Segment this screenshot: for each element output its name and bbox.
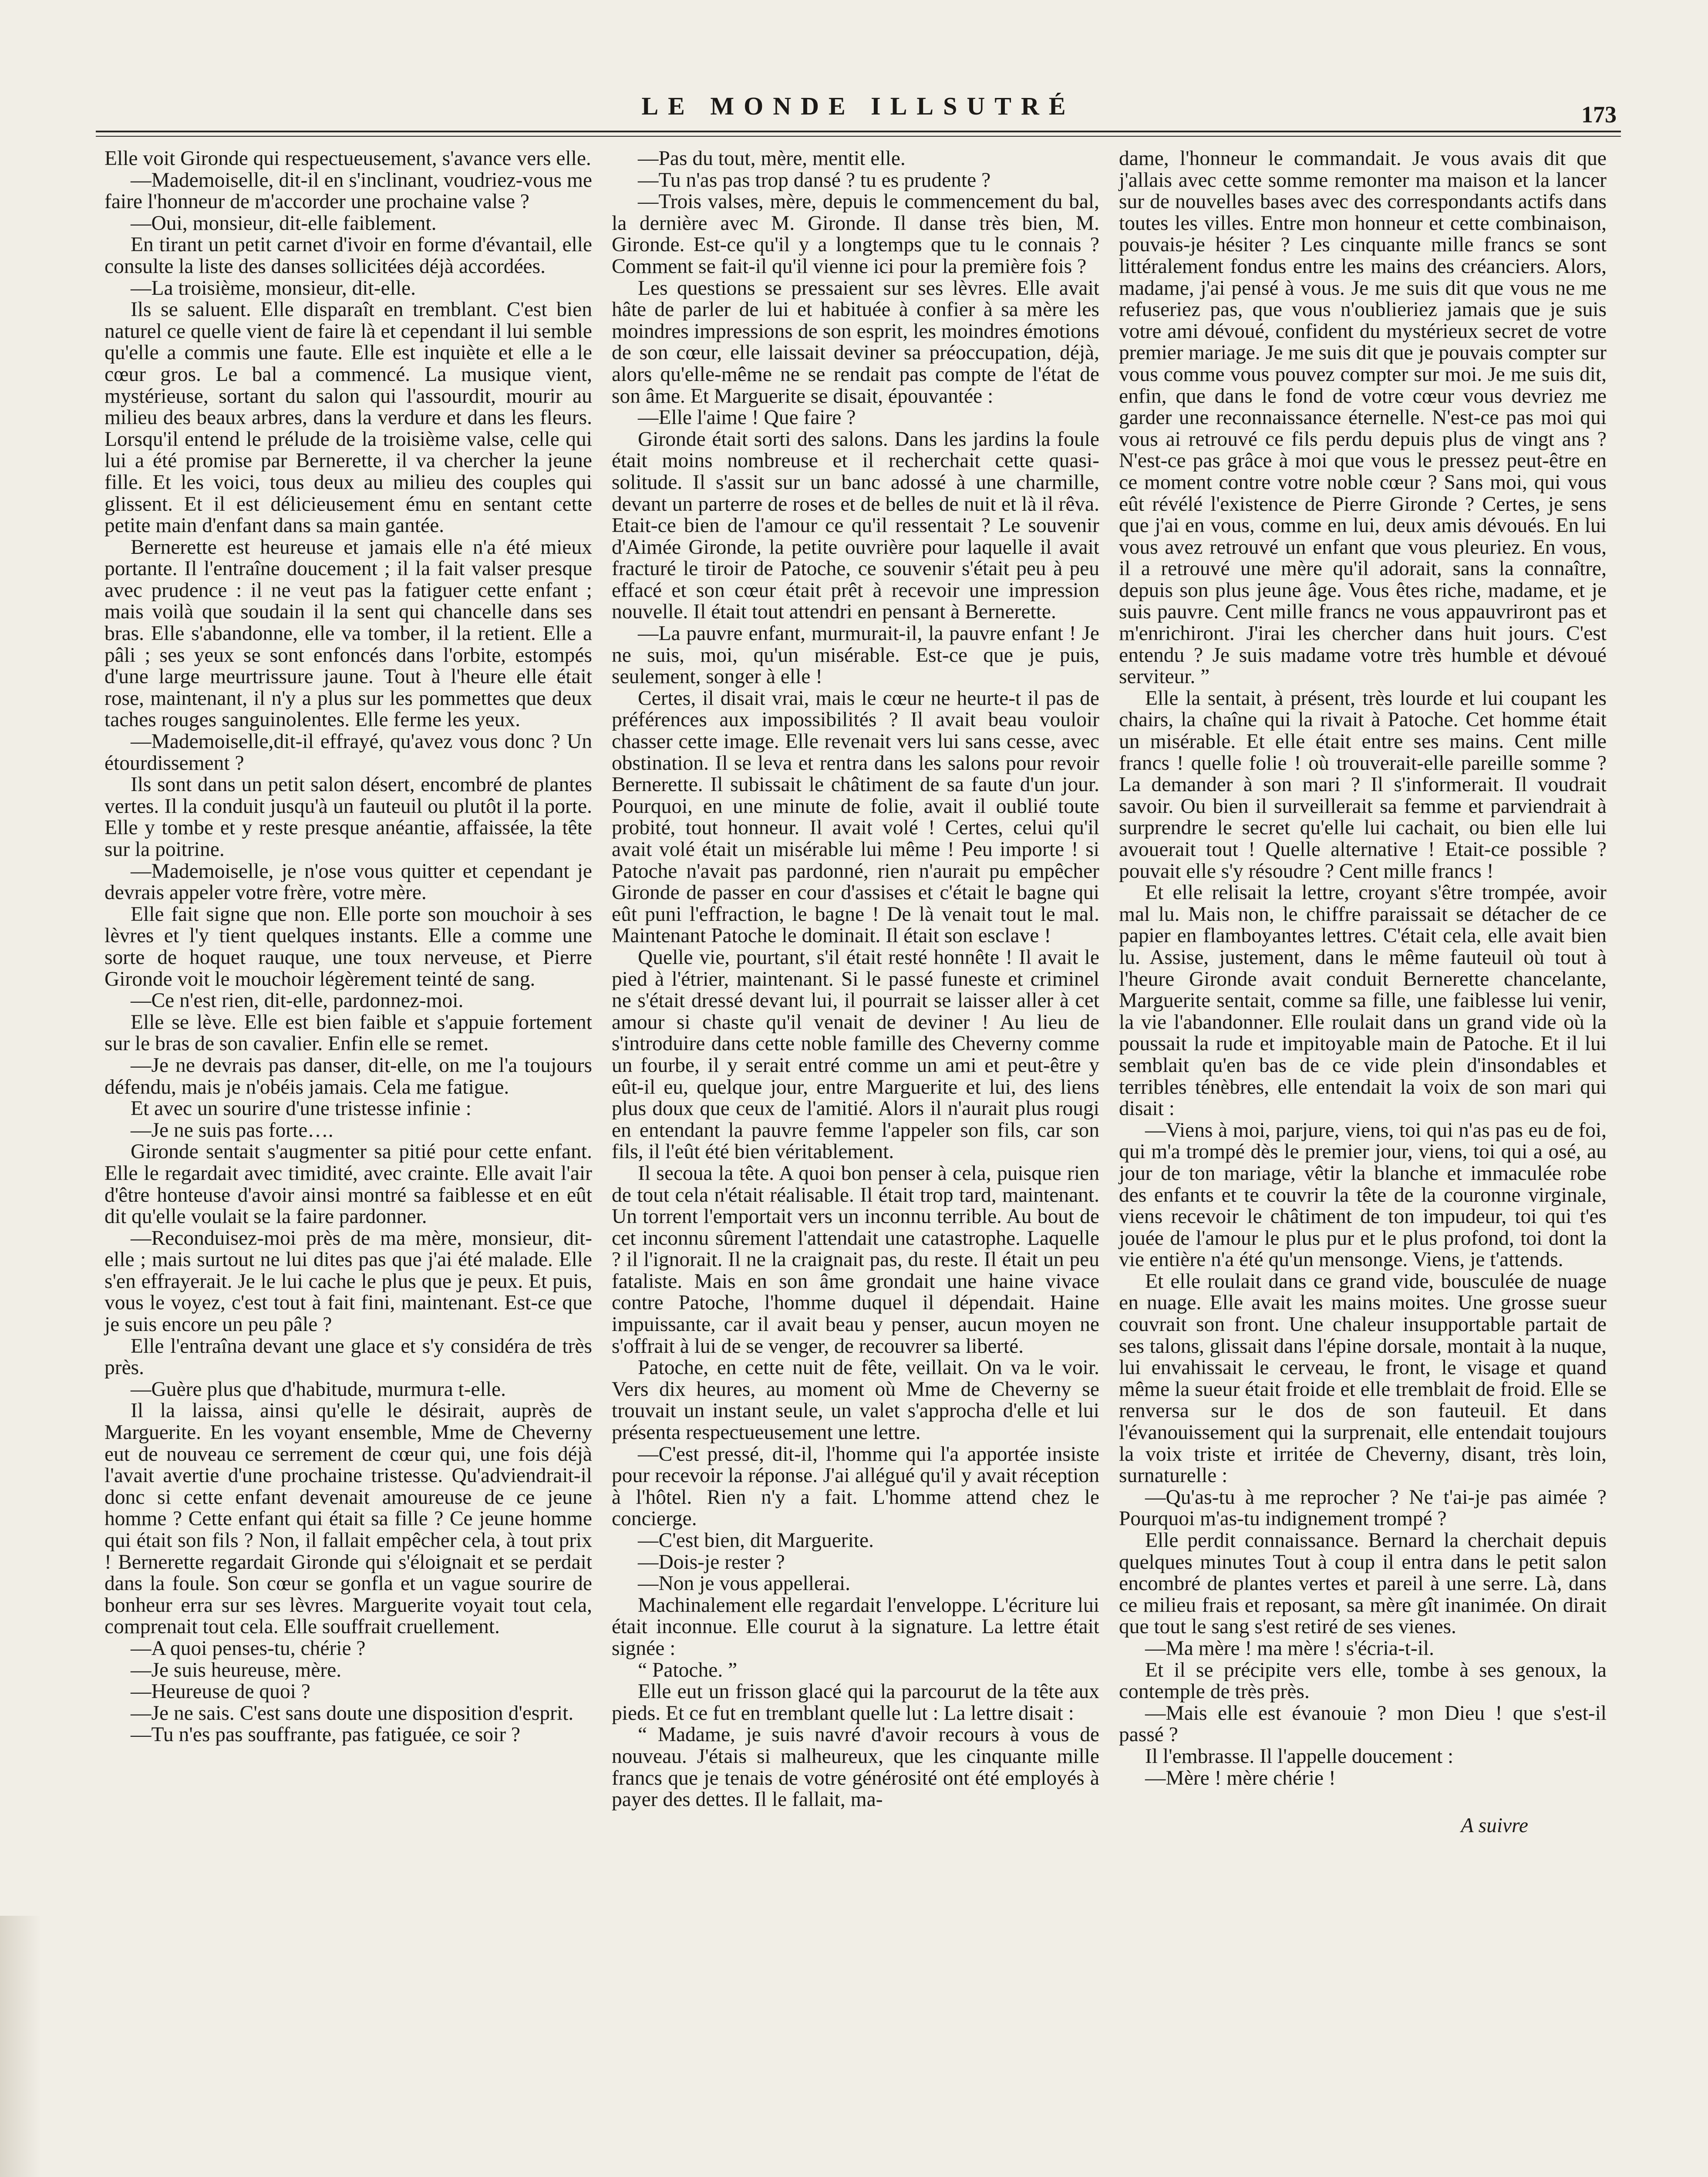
paragraph: En tirant un petit carnet d'ivoir en forme d'évantail, elle consulte la liste des danses sollicitées déjà accordées. [104,233,592,278]
paragraph: Et elle roulait dans ce grand vide, bousculée de nuage en nuage. Elle avait les mains moites. Une grosse sueur couvrait son front. Une chaleur insupportable partait de ses talons, glissait dans l'épine dorsale, montait à la nuque, lui envahissait le cerveau, le front, le visage et quand même la sueur était froide et elle tremblait de froid. Elle se renversa sur le dos de son fauteuil. Et dans l'évanouissement qui la surprenait, elle entendait toujours la voix triste et irritée de Cheverny, disant, très loin, surnaturelle : [1119,1270,1607,1487]
paragraph: Elle l'entraîna devant une glace et s'y considéra de très près. [104,1335,592,1379]
paragraph: —Elle l'aime ! Que faire ? [638,406,856,429]
paragraph: Elle perdit connaissance. Bernard la cherchait depuis quelques minutes Tout à coup il entra dans le petit salon encombré de plantes vertes et pareil à une serre. Là, dans ce milieu frais et reposant, sa mère gît inanimée. On dirait que tout le sang s'est retiré de ses vienes. [1119,1529,1607,1638]
paragraph: —Pas du tout, mère, mentit elle. [638,147,906,170]
paragraph: —La pauvre enfant, murmurait-il, la pauvre enfant ! Je ne suis, moi, qu'un misérable. Est-ce que je puis, seulement, songer à elle ! [612,622,1099,688]
paragraph: Certes, il disait vrai, mais le cœur ne heurte-t il pas de préférences aux impossibilités ? Il avait beau vouloir chasser cette image. Elle revenait vers lui sans cesse, avec obstination. Il se leva et rentra dans les salons pour revoir Bernerette. Il subissait le châtiment de sa faute d'un jour. Pourquoi, en une minute de folie, avait il oublié toute probité, tout honneur. Il avait volé ! Certes, celui qu'il avait volé était un misérable lui même ! Peu importe ! si Patoche n'avait pas pardonné, rien n'aurait pu empêcher Gironde de passer en cour d'assises et c'était le bagne qui eût puni l'effraction, le bagne ! De là venait tout le mal. Maintenant Patoche le dominait. Il était son esclave ! [612,687,1099,947]
paragraph: Il l'embrasse. Il l'appelle doucement : [1145,1745,1454,1768]
publication-title: LE MONDE ILLSUTRÉ [641,92,1075,120]
paragraph: “ Patoche. ” [638,1658,738,1682]
paragraph: Elle fait signe que non. Elle porte son mouchoir à ses lèvres et l'y tient quelques instants. Elle a comme une sorte de hoquet rauque, une toux nerveuse, et Pierre Gironde voit le mouchoir légèrement teinté de sang. [104,903,592,991]
paragraph: Elle voit Gironde qui respectueusement, s'avance vers elle. [104,147,591,170]
paragraph: —Tu n'as pas trop dansé ? tu es prudente ? [638,168,991,192]
paragraph: Elle la sentait, à présent, très lourde et lui coupant les chairs, la chaîne qui la rivait à Patoche. Cet homme était un misérable. Et elle était entre ses mains. Cent mille francs ! quelle folie ! où trouverait-elle pareille somme ? La demander à son mari ? Il s'informerait. Il voudrait savoir. Ou bien il surveillerait sa femme et parviendrait à surprendre le secret qu'elle lui cachait, ou bien elle lui avouerait tout ! Quelle alternative ! Etait-ce possible ? pouvait elle s'y résoudre ? Cent mille francs ! [1119,687,1607,883]
paragraph: —Mère ! mère chérie ! [1145,1766,1336,1789]
text-column-1 [104,148,592,1746]
paragraph: Ils sont dans un petit salon désert, encombré de plantes vertes. Il la conduit jusqu'à un fauteuil ou plutôt il la porte. Elle y tombe et y reste presque anéantie, affaissée, la tête sur la poitrine. [104,773,592,861]
paragraph: —Je ne suis pas forte…. [131,1119,334,1142]
paragraph: —Mademoiselle, je n'ose vous quitter et cependant je devrais appeler votre frère, votre mère. [104,859,592,904]
paragraph: —Mais elle est évanouie ? mon Dieu ! que s'est-il passé ? [1119,1702,1607,1746]
paragraph: —A quoi penses-tu, chérie ? [131,1637,366,1660]
paragraph: —Guère plus que d'habitude, murmura t-elle. [131,1378,506,1401]
paragraph: dame, l'honneur le commandait. Je vous avais dit que j'allais avec cette somme remonter ma maison et la lancer sur de nouvelles bases avec des correspondants actifs dans toutes les villes. Entre mon honneur et cette combinaison, pouvais-je hésiter ? Les cinquante mille francs se sont littéralement fondus entre les mains des créanciers. Alors, madame, j'ai pensé à vous. Je me suis dit que vous ne me refuseriez pas, que vous n'oublieriez jamais que je suis votre ami dévoué, confident du mystérieux secret de votre premier mariage. Je me suis dit que je pouvais compter sur vous comme vous pouvez compter sur moi. Je me suis dit, enfin, que dans le fond de votre cœur vous devriez me garder une reconnaissance éternelle. N'est-ce pas moi qui vous ai retrouvé ce fils perdu depuis plus de vingt ans ? N'est-ce pas grâce à moi que vous le pressez peut-être en ce moment contre votre noble cœur ? Sans moi, qui vous eût révélé l'existence de Pierre Gironde ? Certes, je sens que j'ai en vous, comme en lui, deux amis dévoués. En lui vous avez retrouvé un enfant que vous pleuriez. En vous, il a retrouvé une mère qu'il adorait, sans la connaître, depuis son plus jeune âge. Vous êtes riche, madame, et je suis pauvre. Cent mille francs ne vous appauvriront pas et m'enrichiront. J'irai les chercher dans huit jours. C'est entendu ? Je suis madame votre très humble et dévoué serviteur. ” [1119,147,1607,688]
paragraph: Machinalement elle regardait l'enveloppe. L'écriture lui était inconnue. Elle courut à la signature. La lettre était signée : [612,1594,1099,1660]
paragraph: —Trois valses, mère, depuis le commencement du bal, la dernière avec M. Gironde. Il danse très bien, M. Gironde. Est-ce qu'il y a longtemps que tu le connais ? Comment se fait-il qu'il vienne ici pour la première fois ? [612,190,1099,278]
paragraph: Il la laissa, ainsi qu'elle le désirait, auprès de Marguerite. En les voyant ensemble, Mme de Cheverny eut de nouveau ce serrement de cœur qui, une fois déjà l'avait avertie d'une prochaine tristesse. Qu'adviendrait-il donc si cette enfant devenait amoureuse de ce jeune homme ? Cette enfant qui était sa fille ? Ce jeune homme qui était son fils ? Non, il fallait empêcher cela, à tout prix ! Bernerette regardait Gironde qui s'éloignait et se perdait dans la foule. Son cœur se gonfla et un vague sourire de bonheur erra sur ses lèvres. Marguerite voyait tout cela, comprenait tout cela. Elle souffrait cruellement. [104,1399,592,1638]
paragraph: —Mademoiselle,dit-il effrayé, qu'avez vous donc ? Un étourdissement ? [104,730,592,775]
masthead [96,91,1621,126]
continued-note: A suivre [1461,1814,1528,1837]
paragraph: —Mademoiselle, dit-il en s'inclinant, voudriez-vous me faire l'honneur de m'accorder une prochaine valse ? [104,168,592,213]
paragraph: —Tu n'es pas souffrante, pas fatiguée, ce soir ? [131,1723,521,1746]
paragraph: Quelle vie, pourtant, s'il était resté honnête ! Il avait le pied à l'étrier, maintenant. Si le passé funeste et criminel ne s'était dressé devant lui, il pourrait se laisser aller à cet amour si chaste qu'il venait de deviner ! Au lieu de s'introduire dans cette noble famille des Cheverny comme un fourbe, il y serait entré comme un ami et peut-être y eût-il eu, quelque jour, entre Marguerite et lui, des liens plus doux que ceux de l'amitié. Alors il n'aurait plus rougi en entendant la pauvre femme l'appeler son fils, car son fils, il l'eût été bien véritablement. [612,946,1099,1163]
text-column-2 [612,148,1099,1811]
paragraph: —Qu'as-tu à me reprocher ? Ne t'ai-je pas aimée ? Pourquoi m'as-tu indignement trompé ? [1119,1486,1607,1530]
paragraph: —Non je vous appellerai. [638,1572,851,1595]
paragraph: “ Madame, je suis navré d'avoir recours à vous de nouveau. J'étais si malheureux, que les cinquante mille francs que je tenais de votre générosité ont été employés à payer des dettes. Il le fallait, ma- [612,1723,1099,1811]
paragraph: —Reconduisez-moi près de ma mère, monsieur, dit-elle ; mais surtout ne lui dites pas que j'ai été malade. Elle s'en effrayerait. Je le lui cache le plus que je peux. Et puis, vous le voyez, c'est tout à fait fini, maintenant. Est-ce que je suis encore un peu pâle ? [104,1227,592,1336]
paragraph: Elle se lève. Elle est bien faible et s'appuie fortement sur le bras de son cavalier. Enfin elle se remet. [104,1011,592,1055]
paragraph: Et avec un sourire d'une tristesse infinie : [131,1097,472,1120]
header-rule [96,131,1621,132]
paragraph: Bernerette est heureuse et jamais elle n'a été mieux portante. Il l'entraîne doucement ; il la fait valser presque avec prudence : il ne veut pas la fatiguer cette enfant ; mais voilà que soudain il la sent qui chancelle dans ses bras. Elle s'abandonne, elle va tomber, il la retient. Elle a pâli ; ses yeux se sont enfoncés dans l'orbite, estompés d'une large meurtrissure jaune. Tout à l'heure elle était rose, maintenant, il n'y a plus sur les pommettes que deux taches rouges sanguinolentes. Elle ferme les yeux. [104,536,592,731]
header-rule-thin [96,136,1621,137]
paragraph: Patoche, en cette nuit de fête, veillait. On va le voir. Vers dix heures, au moment où Mme de Cheverny se trouvait un instant seule, un valet s'approcha d'elle et lui présenta respectueusement une lettre. [612,1356,1099,1444]
paragraph: Elle eut un frisson glacé qui la parcourut de la tête aux pieds. Et ce fut en tremblant quelle lut : La lettre disait : [612,1680,1099,1725]
paragraph: —Oui, monsieur, dit-elle faiblement. [131,212,437,235]
paragraph: Et il se précipite vers elle, tombe à ses genoux, la contemple de très près. [1119,1658,1607,1703]
page-number: 173 [1581,101,1617,128]
paragraph: —Ma mère ! ma mère ! s'écria-t-il. [1145,1637,1435,1660]
paragraph: —C'est pressé, dit-il, l'homme qui l'a apportée insiste pour recevoir la réponse. J'ai allégué qu'il y avait réception à l'hôtel. Rien n'y a fait. L'homme attend chez le concierge. [612,1442,1099,1530]
paragraph: —Heureuse de quoi ? [131,1680,310,1703]
paragraph: —Je ne sais. C'est sans doute une disposition d'esprit. [131,1702,574,1725]
paragraph: —Je suis heureuse, mère. [131,1658,342,1682]
text-column-3 [1119,148,1607,1837]
paragraph: —C'est bien, dit Marguerite. [638,1529,874,1552]
paragraph: —Je ne devrais pas danser, dit-elle, on me l'a toujours défendu, mais je n'obéis jamais. Cela me fatigue. [104,1054,592,1099]
paragraph: —Viens à moi, parjure, viens, toi qui n'as pas eu de foi, qui m'a trompé dès le premier jour, viens, toi qui a osé, au jour de ton mariage, vêtir la blanche et immaculée robe des enfants et te couvrir la tête de la couronne virginale, viens recevoir le châtiment de ton impudeur, toi qui t'es jouée de l'amour le plus pur et le plus profond, toi dont la vie entière n'a été qu'un mensonge. Viens, je t'attends. [1119,1119,1607,1271]
binding-shadow [0,1916,41,2177]
paragraph: Gironde sentait s'augmenter sa pitié pour cette enfant. Elle le regardait avec timidité, avec crainte. Elle avait l'air d'être honteuse d'avoir ainsi montré sa faiblesse et en eût dit qu'elle voulait se la faire pardonner. [104,1140,592,1228]
paragraph: —La troisième, monsieur, dit-elle. [131,276,416,300]
paragraph: Ils se saluent. Elle disparaît en tremblant. C'est bien naturel ce quelle vient de faire là et cependant il lui semble qu'elle a commis une faute. Elle est inquiète et elle a le cœur gros. Le bal a commencé. La musique vient, mystérieuse, sortant du salon qui l'assourdit, mourir au milieu des beaux arbres, dans la verdure et dans les fleurs. Lorsqu'il entend le prélude de la troisième valse, celle qui lui a été promise par Bernerette, il va chercher la jeune fille. Et les voici, tous deux au milieu des couples qui glissent. Et il est délicieusement ému en sentant cette petite main d'enfant dans sa main gantée. [104,298,592,537]
paragraph: Les questions se pressaient sur ses lèvres. Elle avait hâte de parler de lui et habituée à confier à sa mère les moindres impressions de son esprit, les moindres émotions de son cœur, elle laissait deviner sa préoccupation, déjà, alors qu'elle-même ne se rendait pas compte de l'état de son âme. Et Marguerite se disait, épouvantée : [612,276,1099,408]
paragraph: Et elle relisait la lettre, croyant s'être trompée, avoir mal lu. Mais non, le chiffre paraissait se détacher de ce papier en flamboyantes lettres. C'était cela, elle avait bien lu. Assise, justement, dans le même fauteuil où tout à l'heure Gironde avait conduit Bernerette chancelante, Marguerite sentait, comme sa fille, une faiblesse lui venir, la vie l'abandonner. Elle roulait dans un grand vide où la poussait la rude et impitoyable main de Patoche. Et il lui semblait qu'en bas de ce vide plein d'insondables et terribles ténèbres, elle entendait la voix de son mari qui disait : [1119,881,1607,1120]
paragraph: —Dois-je rester ? [638,1550,785,1574]
paragraph: Gironde était sorti des salons. Dans les jardins la foule était moins nombreuse et il recherchait cette quasi-solitude. Il s'assit sur un banc adossé à une charmille, devant un parterre de roses et de belles de nuit et là il rêva. Etait-ce bien de l'amour ce qu'il ressentait ? Le souvenir d'Aimée Gironde, la petite ouvrière pour laquelle il avait fracturé le tiroir de Patoche, ce souvenir s'était peu à peu effacé et son cœur était prêt à recevoir une impression nouvelle. Il était tout attendri en pensant à Bernerette. [612,428,1099,623]
paragraph: —Ce n'est rien, dit-elle, pardonnez-moi. [131,989,464,1012]
paragraph: Il secoua la tête. A quoi bon penser à cela, puisque rien de tout cela n'était réalisable. Il était trop tard, maintenant. Un torrent l'emportait vers un inconnu terrible. Au bout de cet inconnu sûrement l'attendait une catastrophe. Laquelle ? il l'ignorait. Il ne la craignait pas, du reste. Il était un peu fataliste. Mais en son âme grondait une haine vivace contre Patoche, l'homme duquel il dépendait. Haine impuissante, car il avait beau y penser, aucun moyen ne s'offrait à lui de se venger, de recouvrer sa liberté. [612,1162,1099,1358]
